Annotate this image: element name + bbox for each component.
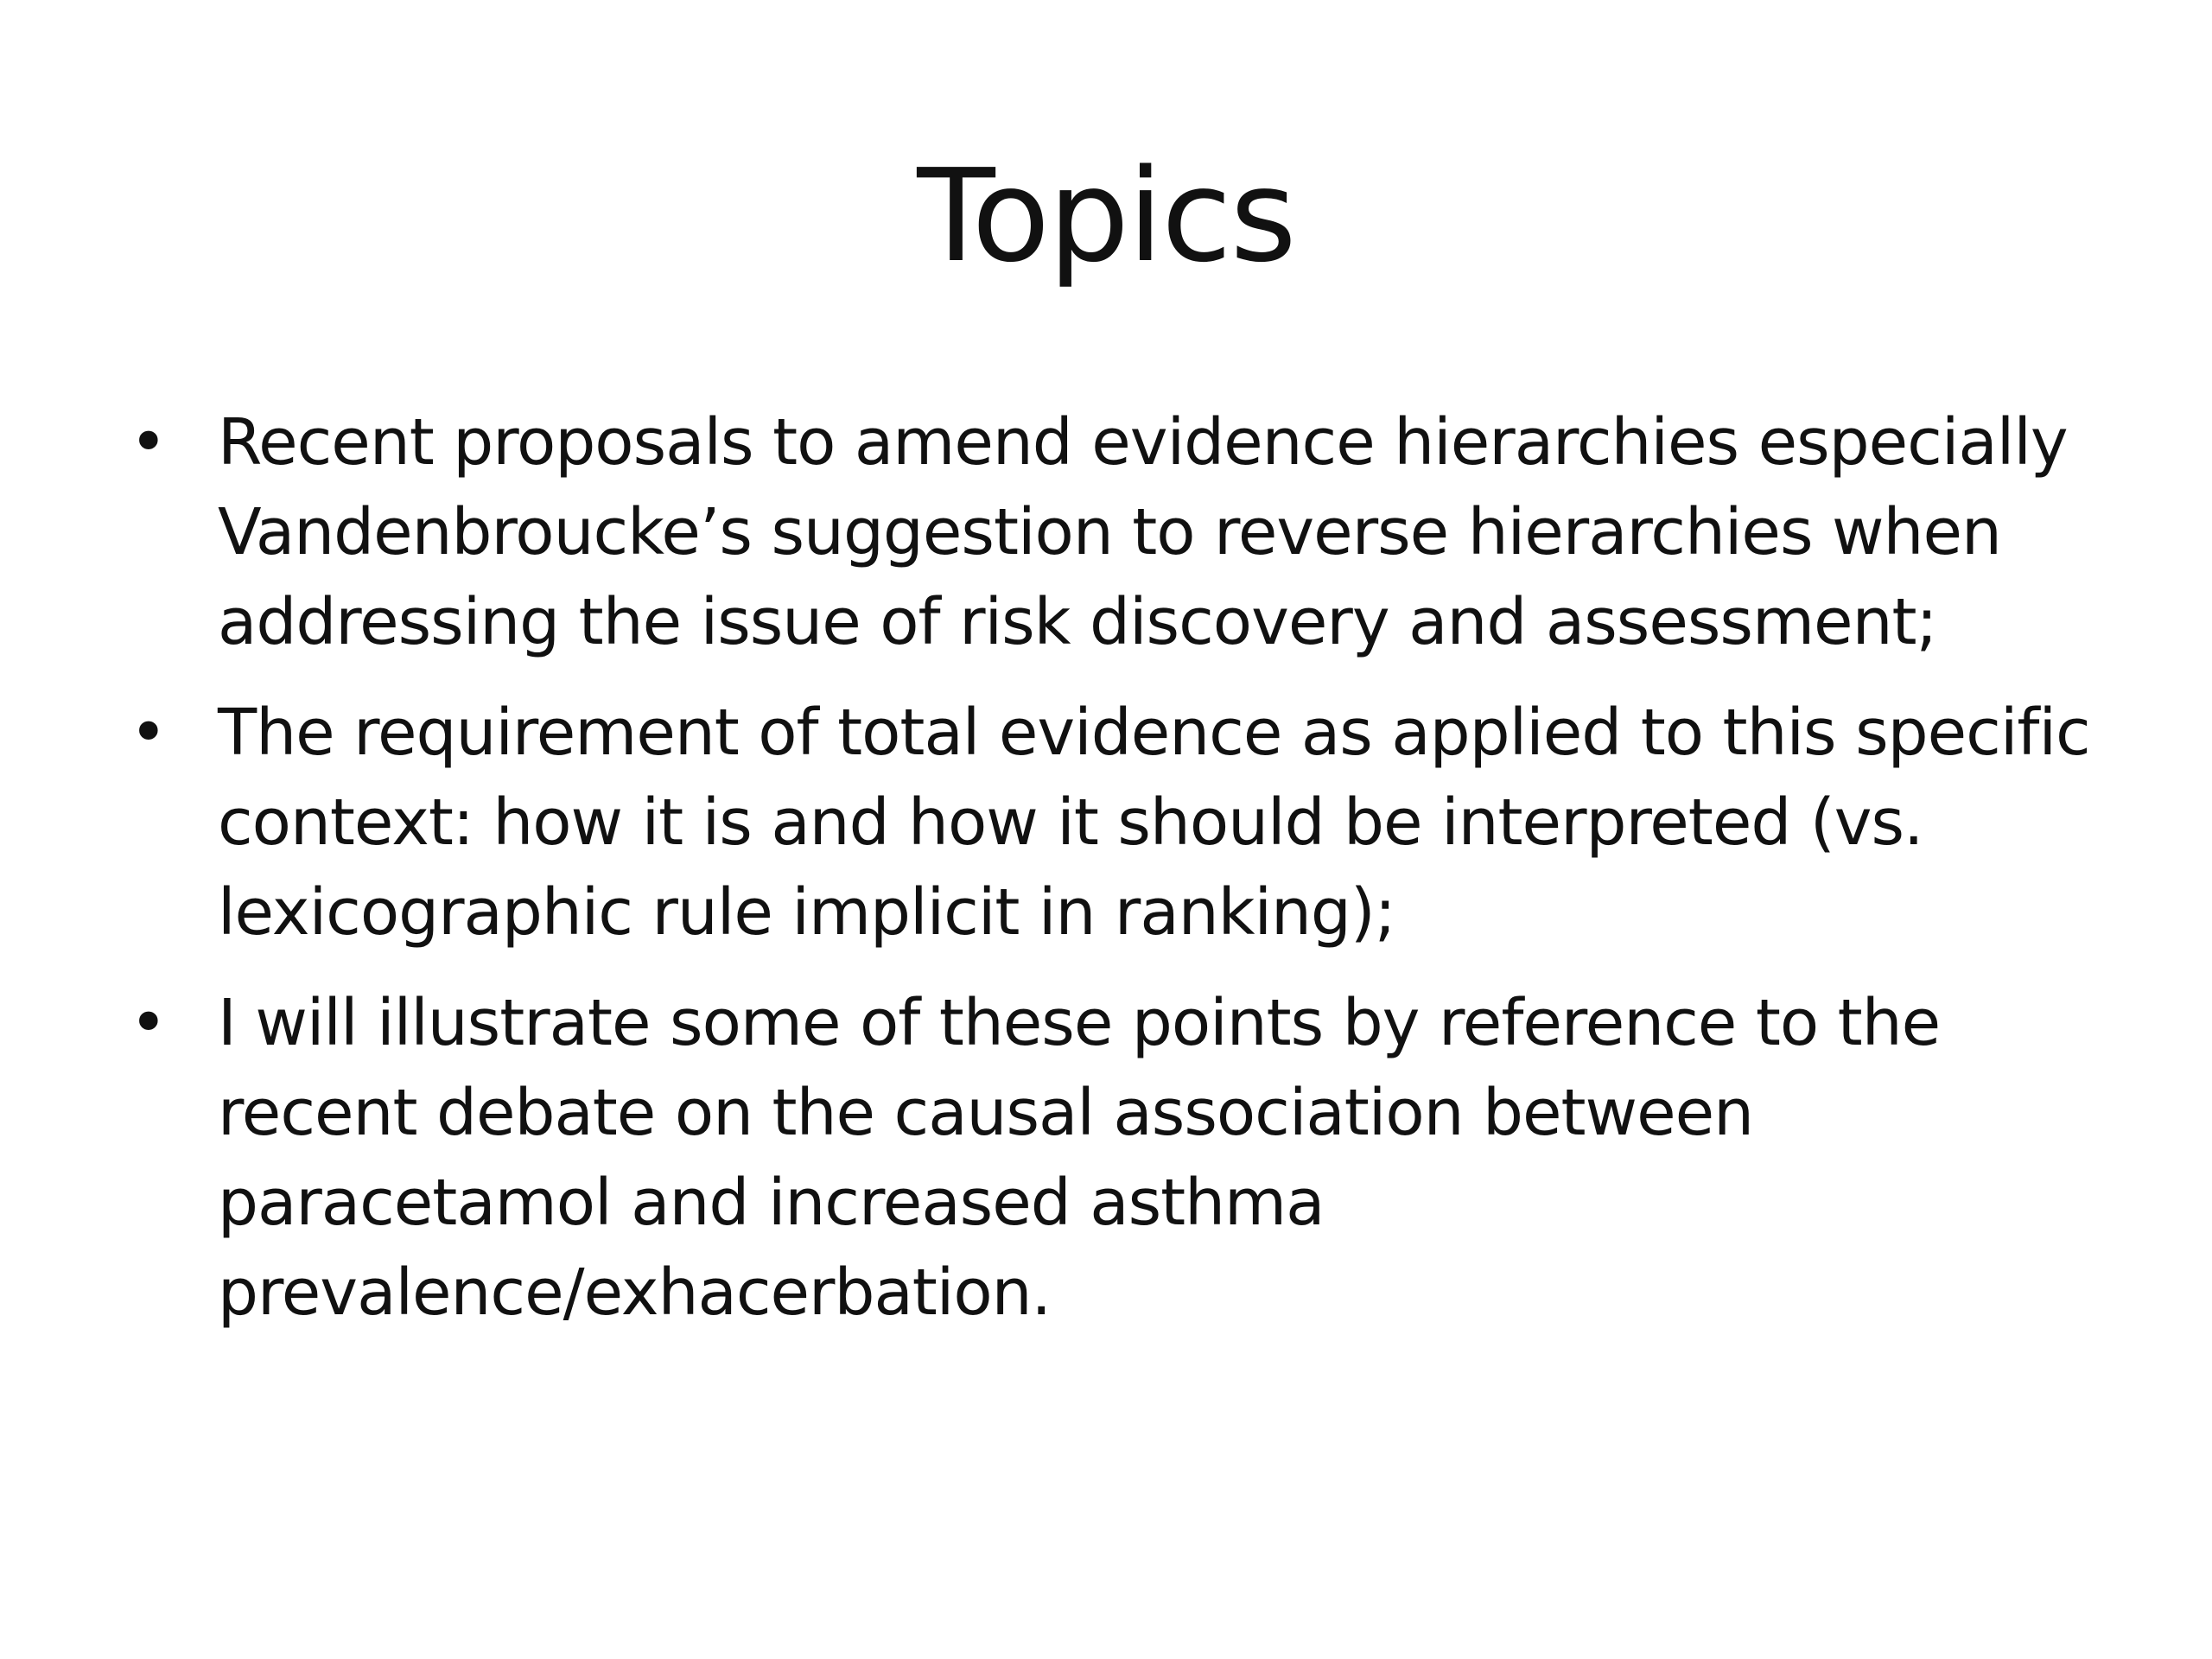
slide-title: Topics bbox=[917, 142, 1295, 290]
bullet-item bbox=[121, 688, 2108, 957]
bullet-list bbox=[121, 397, 2108, 1358]
bullet-icon: • bbox=[130, 405, 167, 480]
bullet-text: The requirement of total evidence as applied to this specific context: how it is and how it should be interpreted (vs. lexicographic rule implicit in ranking); bbox=[218, 696, 2090, 950]
bullet-item bbox=[121, 397, 2108, 667]
bullet-text: Recent proposals to amend evidence hierarchies especially Vandenbroucke’s suggestion to reverse hierarchies when addressing the issue of risk discovery and assessment; bbox=[218, 405, 2068, 659]
bullet-text: I will illustrate some of these points by reference to the recent debate on the causal association between paracetamol and increased asthma prevalence/exhacerbation. bbox=[218, 986, 1941, 1330]
bullet-icon: • bbox=[130, 986, 167, 1060]
bullet-item bbox=[121, 978, 2108, 1338]
bullet-icon: • bbox=[130, 696, 167, 770]
